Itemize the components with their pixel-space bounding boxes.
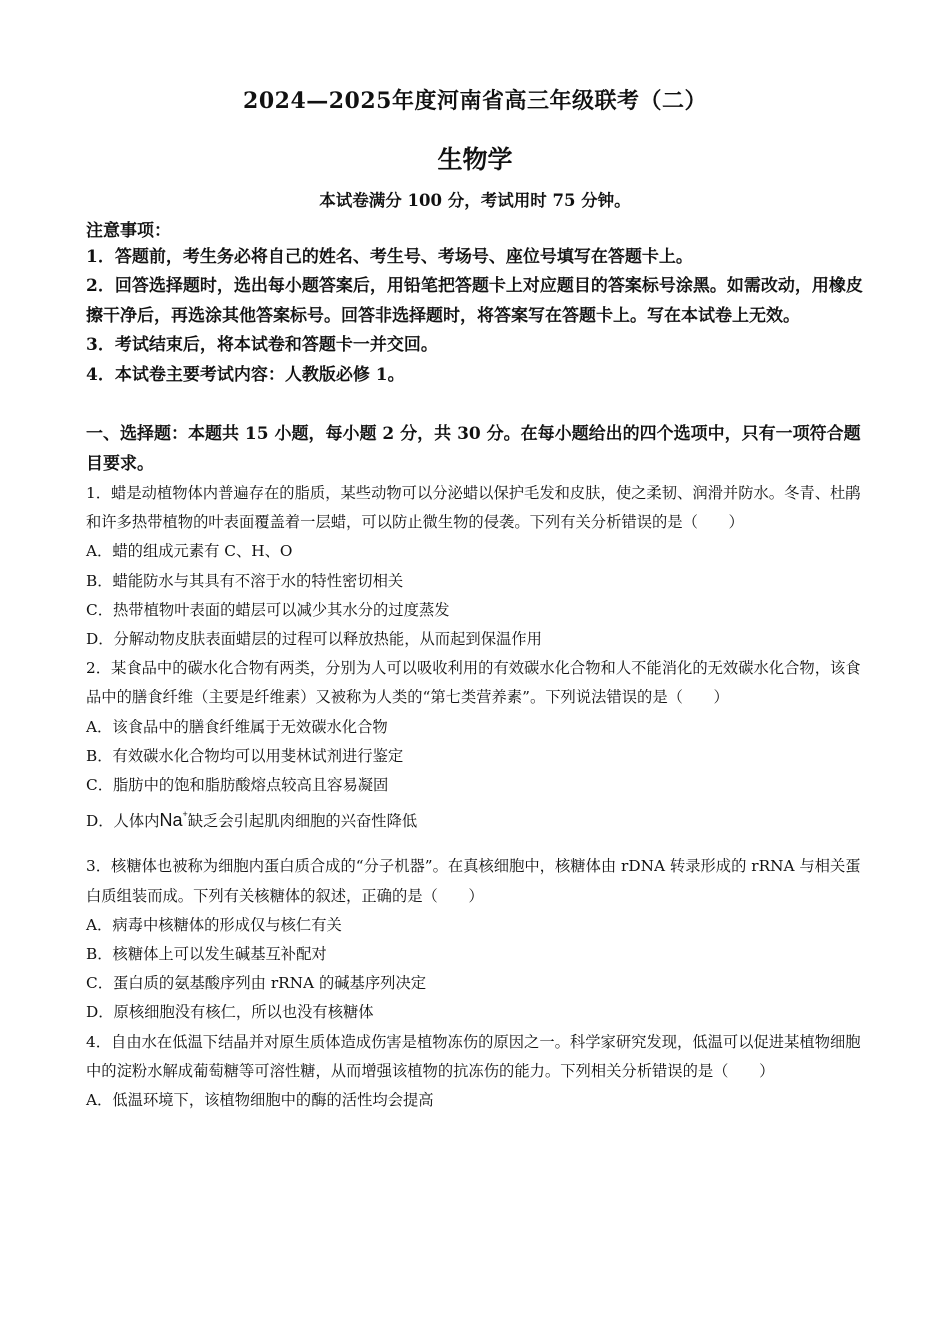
subject-title: 生物学 xyxy=(437,145,513,174)
option-d xyxy=(86,800,866,836)
option-d-suffix: 缺乏会引起肌肉细胞的兴奋性降低 xyxy=(187,812,418,831)
option-c: C．热带植物叶表面的蜡层可以减少其水分的过度蒸发 xyxy=(86,600,450,619)
notice-item: 1．答题前，考生务必将自己的姓名、考生号、考场号、座位号填写在答题卡上。 xyxy=(86,247,693,267)
question-list xyxy=(86,479,866,1115)
exam-info: 本试卷满分 100 分，考试用时 75 分钟。 xyxy=(319,191,631,210)
notice-item: 3．考试结束后，将本试卷和答题卡一并交回。 xyxy=(86,335,438,356)
option-a: A．病毒中核糖体的形成仅与核仁有关 xyxy=(86,915,342,934)
notice-item: 4．本试卷主要考试内容：人教版必修 1。 xyxy=(86,364,405,385)
question-stem: 1．蜡是动植物体内普遍存在的脂质，某些动物可以分泌蜡以保护毛发和皮肤，使之柔韧、润滑并防水。冬青、杜鹃和许多热带植物的叶表面覆盖着一层蜡，可以防止微生物的侵袭。下列有关分析错误的是（ ） xyxy=(86,484,861,532)
option-d-prefix: D．人体内 xyxy=(86,812,160,831)
option-b: B．核糖体上可以发生碱基互补配对 xyxy=(86,945,327,964)
question-stem: 2．某食品中的碳水化合物有两类，分别为人可以吸收利用的有效碳水化合物和人不能消化的无效碳水化合物，该食品中的膳食纤维（主要是纤维素）又被称为人类的“第七类营养素”。下列说法错误的是（ ） xyxy=(86,659,861,707)
notice-list xyxy=(86,243,866,390)
option-c: C．脂肪中的饱和脂肪酸熔点较高且容易凝固 xyxy=(86,776,389,795)
question-2 xyxy=(86,654,866,836)
option-b: B．有效碳水化合物均可以用斐林试剂进行鉴定 xyxy=(86,746,404,765)
notice-heading: 注意事项： xyxy=(86,221,171,241)
option-b: B．蜡能防水与其具有不溶于水的特性密切相关 xyxy=(86,571,404,590)
section-heading: 一、选择题：本题共 15 小题，每小题 2 分，共 30 分。在每小题给出的四个选项中，只有一项符合题目要求。 xyxy=(86,424,861,474)
notice-item: 2．回答选择题时，选出每小题答案后，用铅笔把答题卡上对应题目的答案标号涂黑。如需改动，用橡皮擦干净后，再选涂其他答案标号。回答非选择题时，将答案写在答题卡上。写在本试卷上无效。 xyxy=(86,276,863,326)
spacer xyxy=(86,836,866,852)
option-a: A．该食品中的膳食纤维属于无效碳水化合物 xyxy=(86,717,388,736)
question-1 xyxy=(86,479,866,654)
option-a: A．蜡的组成元素有 C、H、O xyxy=(86,542,293,561)
option-d: D．分解动物皮肤表面蜡层的过程可以释放热能，从而起到保温作用 xyxy=(86,630,542,649)
sodium-ion: Na+ xyxy=(159,809,188,831)
option-d: D．原核细胞没有核仁，所以也没有核糖体 xyxy=(86,1003,374,1022)
option-a: A．低温环境下，该植物细胞中的酶的活性均会提高 xyxy=(86,1091,434,1110)
exam-title: 2024—2025年度河南省高三年级联考（二） xyxy=(243,88,707,114)
question-stem: 3．核糖体也被称为细胞内蛋白质合成的“分子机器”。在真核细胞中，核糖体由 rDNA 转录形成的 rRNA 与相关蛋白质组装而成。下列有关核糖体的叙述，正确的是（ ） xyxy=(86,857,861,905)
question-stem: 4．自由水在低温下结晶并对原生质体造成伤害是植物冻伤的原因之一。科学家研究发现，低温可以促进某植物细胞中的淀粉水解成葡萄糖等可溶性糖，从而增强该植物的抗冻伤的能力。下列相关分析错误的是（ ） xyxy=(86,1032,861,1080)
question-4 xyxy=(86,1028,866,1116)
question-3 xyxy=(86,852,866,1027)
option-c: C．蛋白质的氨基酸序列由 rRNA 的碱基序列决定 xyxy=(86,974,427,993)
